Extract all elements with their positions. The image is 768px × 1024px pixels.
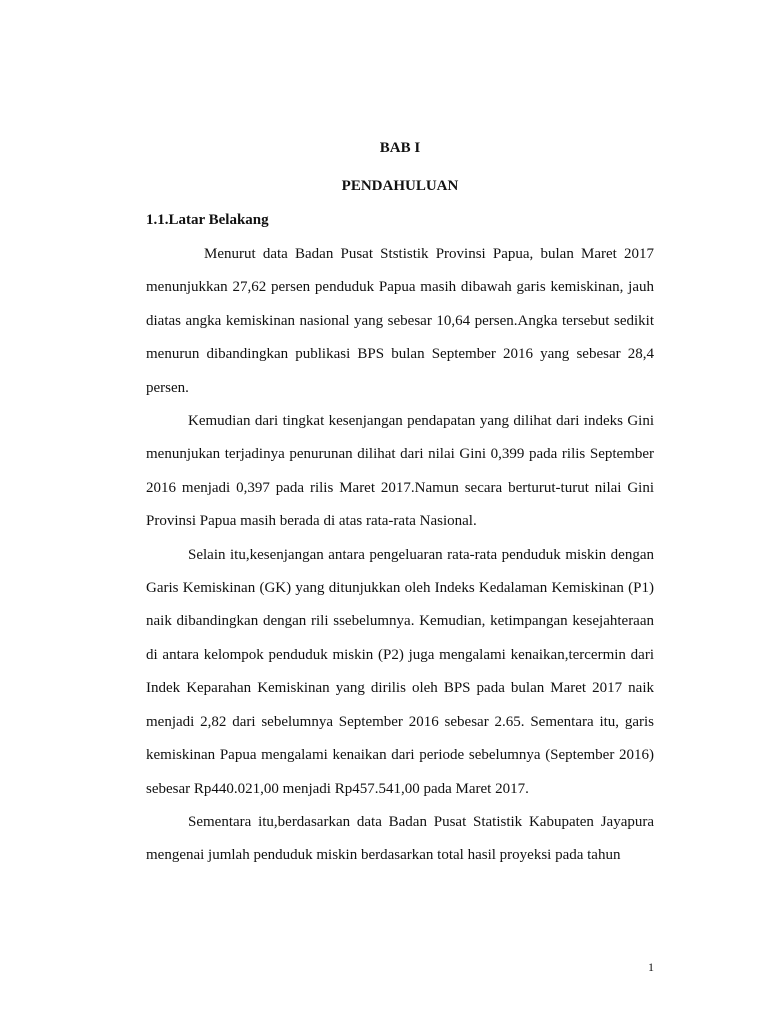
section-heading: 1.1.Latar Belakang [146, 212, 269, 228]
paragraph-1: Menurut data Badan Pusat Ststistik Provinsi Papua, bulan Maret 2017 menunjukkan 27,62 persen penduduk Papua masih dibawah garis kemiskinan, jauh diatas angka kemiskinan nasional yang sebesar 10,64 persen.Angka tersebut sedikit menurun dibandingkan publikasi BPS bulan September 2016 yang sebesar 28,4 persen. [146, 246, 654, 396]
page-number: 1 [648, 960, 654, 974]
paragraph-3: Selain itu,kesenjangan antara pengeluaran rata-rata penduduk miskin dengan Garis Kemiskinan (GK) yang ditunjukkan oleh Indeks Kedalaman Kemiskinan (P1) naik dibandingkan dengan rili ssebelumnya. Kemudian, ketimpangan kesejahteraan di antara kelompok penduduk miskin (P2) juga mengalami kenaikan,tercermin dari Indek Keparahan Kemiskinan yang dirilis oleh BPS pada bulan Maret 2017 naik menjadi 2,82 dari sebelumnya September 2016 sebesar 2.65. Sementara itu, garis kemiskinan Papua mengalami kenaikan dari periode sebelumnya (September 2016) sebesar Rp440.021,00 menjadi Rp457.541,00 pada Maret 2017. [146, 546, 654, 797]
chapter-title: PENDAHULUAN [341, 178, 459, 194]
paragraph-4: Sementara itu,berdasarkan data Badan Pusat Statistik Kabupaten Jayapura mengenai jumlah penduduk miskin berdasarkan total hasil proyeksi pada tahun [146, 813, 654, 864]
chapter-label: BAB I [379, 140, 421, 156]
paragraph-2: Kemudian dari tingkat kesenjangan pendapatan yang dilihat dari indeks Gini menunjukan terjadinya penurunan dilihat dari nilai Gini 0,399 pada rilis September 2016 menjadi 0,397 pada rilis Maret 2017.Namun secara berturut-turut nilai Gini Provinsi Papua masih berada di atas rata-rata Nasional. [146, 413, 654, 530]
body-text [146, 238, 654, 873]
